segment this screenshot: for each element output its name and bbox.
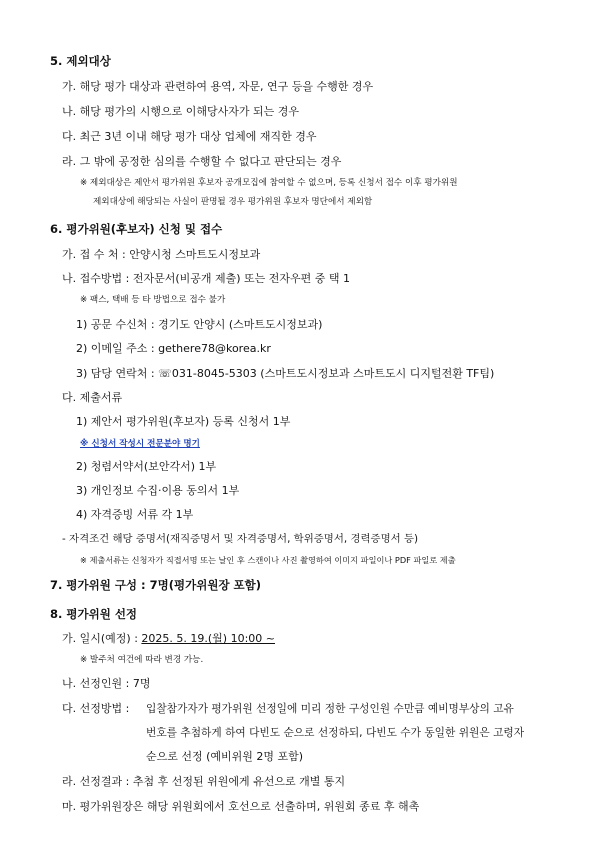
s6-dash: - 자격조건 해당 증명서(재직증명서 및 자격증명서, 학위증명서, 경력증명서 등) bbox=[62, 533, 419, 545]
s5-item-ga: 가. 해당 평가 대상과 관련하여 용역, 자문, 연구 등을 수행한 경우 bbox=[62, 80, 374, 93]
s5-item-ra: 라. 그 밖에 공정한 심의를 수행할 수 없다고 판단되는 경우 bbox=[62, 155, 342, 168]
section-8-title: 8. 평가위원 선정 bbox=[50, 607, 138, 621]
s5-note-line2: 제외대상에 해당되는 사실이 판명될 경우 평가위원 후보자 명단에서 제외함 bbox=[93, 197, 373, 207]
s6-na-note: ※ 팩스, 택배 등 타 방법으로 접수 불가 bbox=[80, 295, 226, 305]
s8-ga-label: 가. 일시(예정) : bbox=[62, 632, 142, 645]
s8-da-line2: 번호를 추첨하게 하여 다빈도 순으로 선정하되, 다빈도 수가 동일한 위원은 고령자 bbox=[146, 726, 525, 739]
s6-na-2: 2) 이메일 주소 : gethere78@korea.kr bbox=[76, 342, 271, 355]
s6-dash-note: ※ 제출서류는 신청자가 직접서명 또는 날인 후 스캔이나 사진 촬영하여 이미지 파일이나 PDF 파일로 제출 bbox=[80, 555, 456, 565]
s6-na-3: 3) 담당 연락처 : ☏031-8045-5303 (스마트도시정보과 스마트도시 디지털전환 TF팀) bbox=[76, 367, 495, 380]
s8-na: 나. 선정인원 : 7명 bbox=[62, 677, 151, 690]
s6-da-1: 1) 제안서 평가위원(후보자) 등록 신청서 1부 bbox=[76, 415, 291, 428]
s8-ma: 마. 평가위원장은 해당 위원회에서 호선으로 선출하며, 위원회 종료 후 해촉 bbox=[62, 800, 420, 813]
s5-note-line1: ※ 제외대상은 제안서 평가위원 후보자 공개모집에 참여할 수 없으며, 등록 신청서 접수 이후 평가위원 bbox=[80, 178, 458, 188]
s6-da-link[interactable]: ※ 신청서 작성시 전문분야 명기 bbox=[80, 439, 200, 449]
s8-ga-value: 2025. 5. 19.(월) 10:00 ~ bbox=[141, 632, 275, 645]
s5-item-na: 나. 해당 평가의 시행으로 이해당사자가 되는 경우 bbox=[62, 105, 299, 118]
s6-da: 다. 제출서류 bbox=[62, 391, 123, 404]
section-6-title: 6. 평가위원(후보자) 신청 및 접수 bbox=[50, 222, 223, 236]
s8-da-line3: 순으로 선정 (예비위원 2명 포함) bbox=[146, 750, 304, 763]
s6-na: 나. 접수방법 : 전자문서(비공개 제출) 또는 전자우편 중 택 1 bbox=[62, 272, 351, 285]
s8-ga-note: ※ 발주처 여건에 따라 변경 가능. bbox=[80, 655, 204, 665]
s8-da-line1: 입찰참가자가 평가위원 선정일에 미리 정한 구성인원 수만큼 예비명부상의 고유 bbox=[146, 702, 514, 715]
s6-da-3: 3) 개인정보 수집·이용 동의서 1부 bbox=[76, 484, 240, 497]
section-5-title: 5. 제외대상 bbox=[50, 54, 111, 68]
section-7-title: 7. 평가위원 구성 : 7명(평가위원장 포함) bbox=[50, 578, 262, 592]
s6-da-2: 2) 청렴서약서(보안각서) 1부 bbox=[76, 460, 217, 473]
s6-na-1: 1) 공문 수신처 : 경기도 안양시 (스마트도시정보과) bbox=[76, 318, 323, 331]
s8-ra: 라. 선정결과 : 추첨 후 선정된 위원에게 유선으로 개별 통지 bbox=[62, 775, 346, 788]
s6-ga: 가. 접 수 처 : 안양시청 스마트도시정보과 bbox=[62, 248, 261, 261]
s8-da-label: 다. 선정방법 : bbox=[62, 702, 130, 715]
s6-da-4: 4) 자격증빙 서류 각 1부 bbox=[76, 508, 194, 521]
s8-ga bbox=[62, 632, 275, 646]
s5-item-da: 다. 최근 3년 이내 해당 평가 대상 업체에 재직한 경우 bbox=[62, 130, 317, 143]
